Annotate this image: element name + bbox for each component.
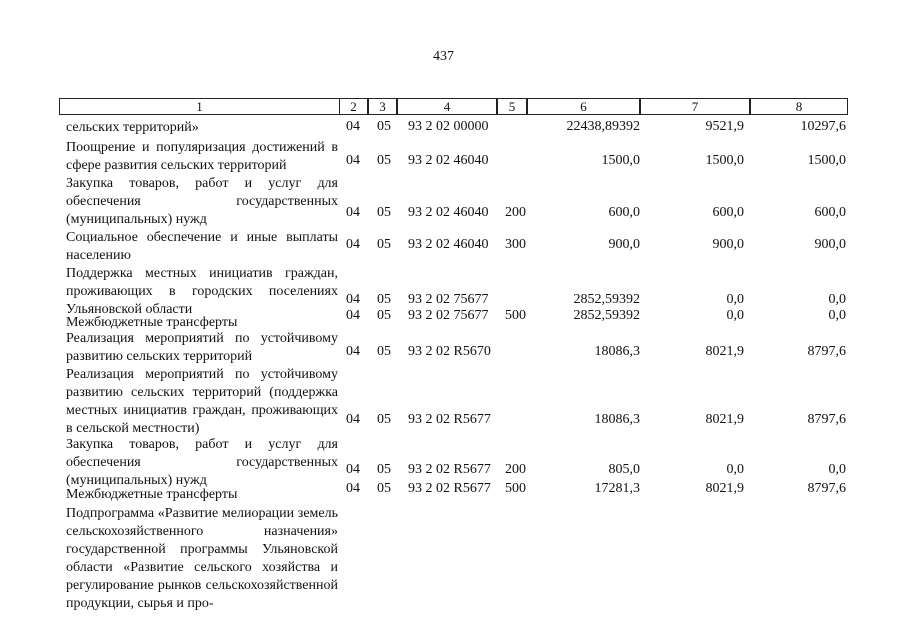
row-description: Поддержка местных инициатив граждан, проживающих в городских поселениях Ульяновской области [66, 266, 338, 317]
cell-c2: 04 [346, 308, 360, 323]
cell-c6: 1500,0 [601, 153, 640, 168]
cell-c2: 04 [346, 119, 360, 134]
cell-c2: 04 [346, 292, 360, 307]
cell-c7: 1500,0 [705, 153, 744, 168]
cell-c4: 93 2 02 46040 [408, 237, 489, 252]
cell-c4: 93 2 02 75677 [408, 292, 489, 307]
cell-c8: 8797,6 [807, 344, 846, 359]
cell-c4: 93 2 02 R5677 [408, 462, 491, 477]
cell-c3: 05 [377, 205, 391, 220]
cell-c7: 0,0 [726, 308, 744, 323]
cell-c8: 0,0 [828, 292, 846, 307]
cell-c2: 04 [346, 412, 360, 427]
cell-c6: 17281,3 [594, 481, 640, 496]
cell-c6: 22438,89392 [566, 119, 640, 134]
header-cell-2: 2 [339, 98, 368, 115]
cell-c8: 1500,0 [807, 153, 846, 168]
cell-c6: 2852,59392 [573, 292, 640, 307]
cell-c7: 0,0 [726, 462, 744, 477]
page-number: 437 [433, 49, 454, 64]
header-cell-8: 8 [750, 98, 848, 115]
cell-c4: 93 2 02 R5677 [408, 412, 491, 427]
row-description: Закупка товаров, работ и услуг для обеспечения государственных (муниципальных) нужд [66, 176, 338, 227]
cell-c8: 0,0 [828, 462, 846, 477]
cell-c3: 05 [377, 308, 391, 323]
row-description: Реализация мероприятий по устойчивому развитию сельских территорий [66, 331, 338, 364]
cell-c8: 8797,6 [807, 412, 846, 427]
cell-c2: 04 [346, 344, 360, 359]
cell-c7: 8021,9 [705, 481, 744, 496]
row-description: Межбюджетные трансферты [66, 315, 238, 330]
header-cell-3: 3 [368, 98, 397, 115]
cell-c6: 900,0 [608, 237, 640, 252]
cell-c2: 04 [346, 205, 360, 220]
cell-c3: 05 [377, 481, 391, 496]
cell-c3: 05 [377, 344, 391, 359]
cell-c5: 200 [505, 205, 526, 220]
cell-c7: 9521,9 [705, 119, 744, 134]
cell-c7: 0,0 [726, 292, 744, 307]
row-description: Межбюджетные трансферты [66, 487, 238, 502]
cell-c8: 600,0 [814, 205, 846, 220]
row-description: Реализация мероприятий по устойчивому развитию сельских территорий (поддержка местных инициатив граждан, проживающих в сельской местности) [66, 367, 338, 436]
cell-c8: 900,0 [814, 237, 846, 252]
cell-c2: 04 [346, 481, 360, 496]
header-cell-1: 1 [59, 98, 340, 115]
cell-c7: 8021,9 [705, 412, 744, 427]
cell-c3: 05 [377, 237, 391, 252]
cell-c3: 05 [377, 462, 391, 477]
cell-c3: 05 [377, 119, 391, 134]
cell-c3: 05 [377, 412, 391, 427]
cell-c8: 0,0 [828, 308, 846, 323]
cell-c7: 600,0 [712, 205, 744, 220]
cell-c4: 93 2 02 75677 [408, 308, 489, 323]
cell-c5: 200 [505, 462, 526, 477]
cell-c5: 500 [505, 308, 526, 323]
cell-c3: 05 [377, 153, 391, 168]
cell-c5: 500 [505, 481, 526, 496]
cell-c5: 300 [505, 237, 526, 252]
cell-c2: 04 [346, 237, 360, 252]
header-cell-7: 7 [640, 98, 750, 115]
row-description: сельских территорий» [66, 120, 199, 135]
cell-c4: 93 2 02 46040 [408, 205, 489, 220]
row-description: Поощрение и популяризация достижений в сфере развития сельских территорий [66, 140, 338, 173]
header-cell-5: 5 [497, 98, 527, 115]
header-cell-6: 6 [527, 98, 640, 115]
cell-c4: 93 2 02 46040 [408, 153, 489, 168]
cell-c7: 8021,9 [705, 344, 744, 359]
cell-c2: 04 [346, 462, 360, 477]
row-description: Социальное обеспечение и иные выплаты населению [66, 230, 338, 263]
cell-c3: 05 [377, 292, 391, 307]
cell-c4: 93 2 02 R5677 [408, 481, 491, 496]
cell-c4: 93 2 02 R5670 [408, 344, 491, 359]
row-description: Подпрограмма «Развитие мелиорации земель сельскохозяйственного назначения» государственной программы Ульяновской области «Развитие сельского хозяйства и регулирование рынков сельскохозяйственной продукции, сырья и про- [66, 506, 338, 611]
cell-c6: 805,0 [608, 462, 640, 477]
row-description: Закупка товаров, работ и услуг для обеспечения государственных (муниципальных) нужд [66, 437, 338, 488]
cell-c8: 10297,6 [800, 119, 846, 134]
cell-c7: 900,0 [712, 237, 744, 252]
header-cell-4: 4 [397, 98, 497, 115]
cell-c6: 18086,3 [594, 412, 640, 427]
cell-c4: 93 2 02 00000 [408, 119, 489, 134]
cell-c6: 600,0 [608, 205, 640, 220]
cell-c6: 18086,3 [594, 344, 640, 359]
cell-c2: 04 [346, 153, 360, 168]
cell-c6: 2852,59392 [573, 308, 640, 323]
cell-c8: 8797,6 [807, 481, 846, 496]
